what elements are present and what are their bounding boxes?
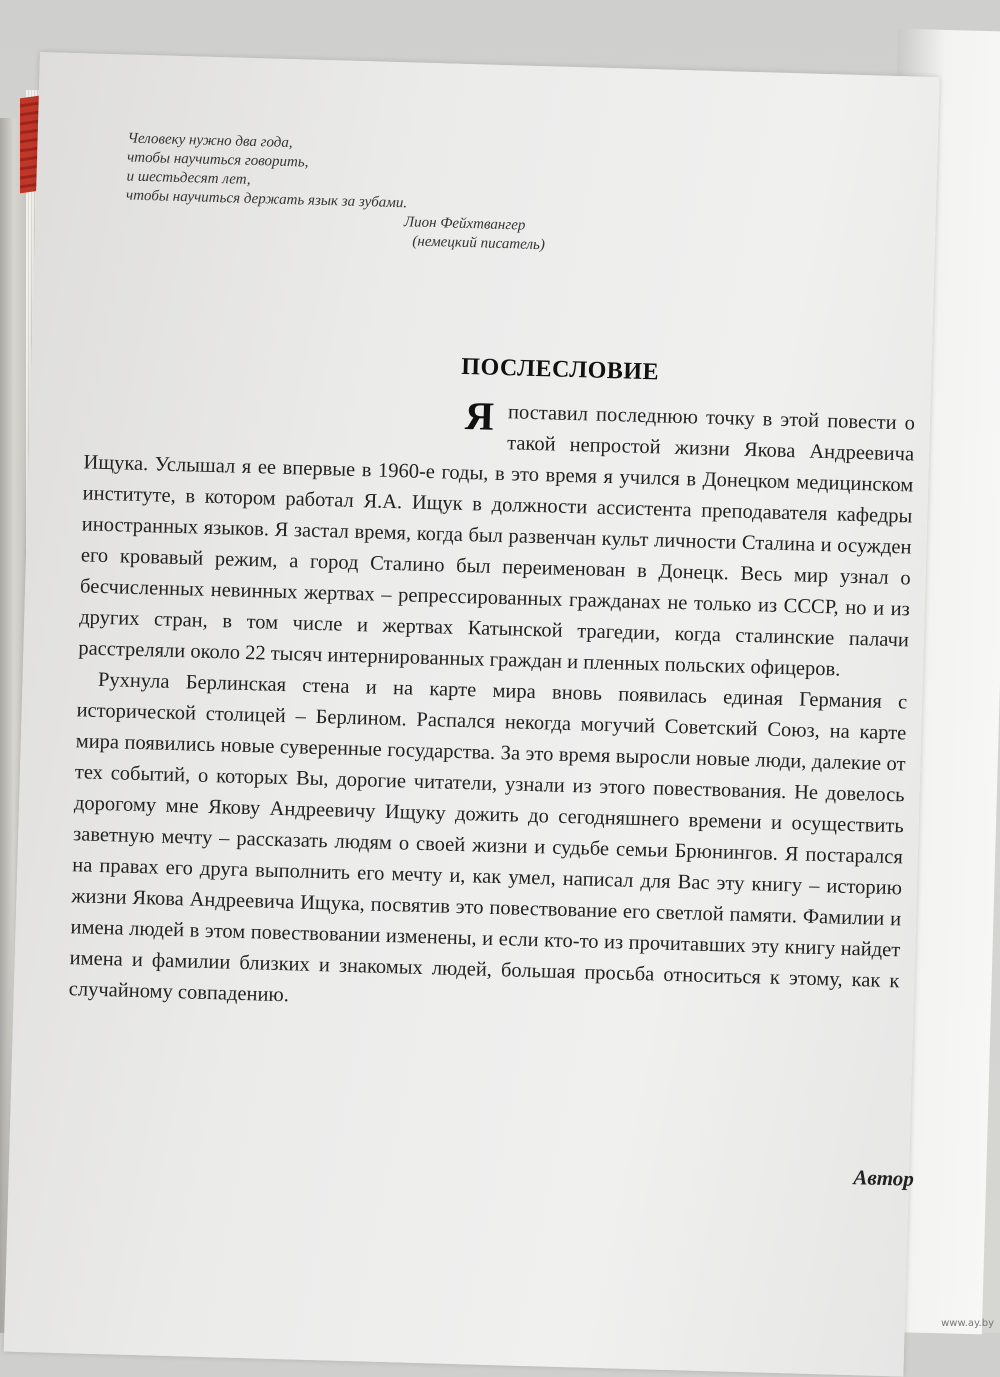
drop-cap: Я [464,393,495,439]
epigraph-line: и шестьдесят лет, [126,168,251,188]
chapter-title: ПОСЛЕСЛОВИЕ [461,353,660,386]
paragraph-2 [68,664,907,1028]
paragraph-1-text: поставил последнюю точку в этой повести о такой непростой жизни Якова Андреевича Ищука. Услышал я ее впервые в 1960-е годы, в это время я учился в Донецком медицинском институте, в котором работал Я.А. Ищук в должности ассистента преподавателя кафедры иностранных языков. Я застал время, когда был развенчан культ личности Сталина и осужден его кровавый режим, а город Сталино был переименован в Донецк. Весь мир узнал о бесчисленных невинных жертвах – репрессированных гражданах не только из СССР, но и из других стран, в том числе и жертвах Катынской трагедии, когда сталинские палачи расстреляли около 22 тысяч интернированных граждан и пленных польских офицеров. [78,401,916,681]
author-signature: Автор [853,1165,915,1191]
body-text [68,385,915,1028]
epigraph [125,129,548,255]
watermark: www.ay.by [941,1318,994,1329]
book-page [4,52,940,1377]
paragraph-2-text: Рухнула Берлинская стена и на карте мира вновь появилась единая Германия с исторической столицей – Берлином. Распался некогда могучий Советский Союз, на карте мира появились новые суверенные государства. За это время выросли новые люди, далекие от тех событий, о которых Вы, дорогие читатели, узнали из этого повествования. Не довелось дорогому мне Якову Андреевичу Ищуку дожить до сегодняшнего времени и осуществить заветную мечту – рассказать людям о своей жизни и судьбе семьи Брюнингов. Я постарался на правах его друга выполнить его мечту и, как умел, написал для Вас эту книгу – историю жизни Якова Андреевича Ищука, посвятив это повествование его светлой памяти. Фамилии и имена людей в этом повествовании изменены, и если кто-то из прочитавших эту книгу найдет имена и фамилии близких и знакомых людей, большая просьба относиться к этому, как к случайному совпадению. [68,668,908,1007]
epigraph-author-role: (немецкий писатель) [412,233,546,254]
paragraph-1 [78,385,915,687]
epigraph-author: Лион Фейхтвангер [403,214,526,234]
page-content [68,114,923,1191]
epigraph-line: чтобы научиться говорить, [126,149,309,171]
epigraph-line: чтобы научиться держать язык за зубами. [125,187,408,212]
epigraph-line: Человеку нужно два года, [127,130,293,152]
